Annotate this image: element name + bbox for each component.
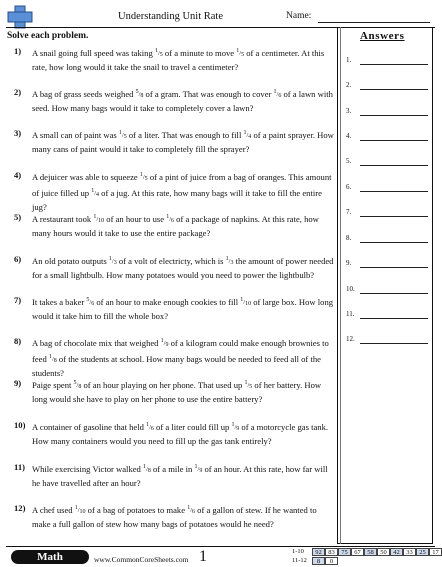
answer-number: 9.	[346, 259, 352, 267]
fraction: $^1/_4$	[91, 188, 99, 199]
answer-line[interactable]	[360, 115, 428, 116]
fraction: $^1/_5$	[154, 48, 163, 58]
answer-slot[interactable]	[346, 259, 430, 271]
fraction: $^1/_6$	[166, 214, 175, 224]
answer-number: 11.	[346, 310, 355, 318]
problem-number: 4)	[14, 170, 22, 180]
answer-number: 6.	[346, 183, 352, 191]
score-range-label: 1-10	[292, 548, 304, 555]
answer-slot[interactable]	[346, 310, 430, 322]
problem-number: 10)	[14, 420, 26, 430]
page-number: 1	[199, 548, 207, 565]
answer-line[interactable]	[360, 64, 428, 65]
answer-number: 5.	[346, 157, 352, 165]
answer-number: 2.	[346, 81, 352, 89]
answer-line[interactable]	[360, 165, 428, 166]
problem-text: While exercising Victor walked $^1/_8$ of a mile in $^1/_9$ of an hour. At this rate, how far will he have travelled after an hour?	[32, 464, 328, 489]
answer-number: 12.	[346, 335, 355, 343]
score-cell: 75	[338, 548, 351, 556]
answer-number: 8.	[346, 234, 352, 242]
answer-slot[interactable]	[346, 285, 430, 297]
score-cell: 8	[312, 557, 325, 565]
fraction: $^1/_4$	[243, 130, 252, 140]
fraction: $^1/_3$	[108, 256, 117, 266]
problem-number: 6)	[14, 254, 22, 264]
answer-number: 10.	[346, 285, 355, 293]
fraction: $^1/_6$	[187, 505, 196, 515]
fraction: $^1/_5$	[244, 380, 253, 390]
fraction: $^1/_{10}$	[93, 214, 105, 224]
score-cell: 58	[364, 548, 377, 556]
answer-slot[interactable]	[346, 335, 430, 347]
answer-number: 3.	[346, 107, 352, 115]
score-cell: 25	[416, 548, 429, 556]
answers-title: Answers	[360, 30, 405, 42]
answer-slot[interactable]	[346, 234, 430, 246]
answer-slot[interactable]	[346, 56, 430, 68]
score-cell: 0	[325, 557, 338, 565]
problem-text: A restaurant took $^1/_{10}$ of an hour to use $^1/_6$ of a package of napkins. At this rate, how many hours would it take to use the entire package?	[32, 214, 319, 239]
answer-slot[interactable]	[346, 107, 430, 119]
score-range-label: 11-12	[292, 557, 307, 564]
problem-number: 11)	[14, 462, 25, 472]
problem-text: It takes a baker $^5/_6$ of an hour to make enough cookies to fill $^1/_{10}$ of large box. How long would it take him to fill the whole box?	[32, 297, 334, 322]
score-cell: 67	[351, 548, 364, 556]
worksheet-title: Understanding Unit Rate	[118, 11, 223, 22]
answer-line[interactable]	[360, 343, 428, 344]
problem-number: 3)	[14, 128, 22, 138]
fraction: $^1/_6$	[146, 422, 154, 432]
answer-panel-divider	[340, 27, 342, 544]
score-cell: 17	[429, 548, 442, 556]
answer-line[interactable]	[360, 293, 428, 294]
answer-line[interactable]	[360, 89, 428, 90]
answer-line[interactable]	[360, 318, 428, 319]
answer-number: 4.	[346, 132, 352, 140]
problem-number: 5)	[14, 212, 22, 222]
problem-text: Paige spent $^5/_8$ of an hour playing on her phone. That used up $^1/_5$ of her battery. How long would she have to play on her phone to use the entire battery?	[32, 380, 322, 405]
problem-text: A bag of chocolate mix that weighed $^1/_9$ of a kilogram could make enough brownies to feed $^1/_8$ of the students at school. How many bags would be needed to feed all of the students?	[32, 338, 329, 379]
fraction: $^5/_8$	[135, 89, 144, 99]
answer-number: 1.	[346, 56, 352, 64]
problem-text: An old potato outputs $^1/_3$ of a volt of electricty, which is $^1/_3$ the amount of power needed for a small lightbulb. How many potatoes would you need to power the lightbulb?	[32, 256, 334, 281]
answer-slot[interactable]	[346, 208, 430, 220]
fraction: $^1/_8$	[143, 464, 151, 474]
answer-line[interactable]	[360, 242, 428, 243]
problem-number: 1)	[14, 46, 22, 56]
fraction: $^1/_9$	[194, 464, 203, 474]
fraction: $^1/_3$	[225, 256, 234, 266]
answer-slot[interactable]	[346, 81, 430, 93]
answer-slot[interactable]	[346, 132, 430, 144]
problem-text: A container of gasoline that held $^1/_6$ of a liter could fill up $^1/_9$ of a motorcycle gas tank. How many containers would you need to fill up the gas tank entirely?	[32, 422, 329, 447]
score-cell: 92	[312, 548, 325, 556]
answer-line[interactable]	[360, 216, 428, 217]
instructions: Solve each problem.	[7, 31, 89, 41]
answer-line[interactable]	[360, 267, 428, 268]
problem-number: 7)	[14, 295, 22, 305]
fraction: $^1/_6$	[273, 89, 282, 99]
fraction: $^1/_5$	[139, 172, 148, 182]
fraction: $^1/_{10}$	[240, 297, 252, 307]
fraction: $^5/_6$	[86, 297, 95, 307]
problem-number: 8)	[14, 336, 22, 346]
site-url: www.CommonCoreSheets.com	[94, 555, 189, 564]
problem-text: A bag of grass seeds weighed $^5/_8$ of a gram. That was enough to cover $^1/_6$ of a lawn with seed. How many bags would it take to completely cover a lawn?	[32, 89, 333, 114]
problem-text: A chef used $^1/_{10}$ of a bag of potatoes to make $^1/_6$ of a gallon of stew. If he wanted to make a full gallon of stew how many bags of potatoes would he need?	[32, 505, 317, 530]
score-cell: 42	[390, 548, 403, 556]
fraction: $^1/_9$	[231, 422, 240, 432]
fraction: $^1/_8$	[48, 354, 57, 365]
problem-text: A snail going full speed was taking $^1/_5$ of a minute to move $^1/_5$ of a centimeter. At this rate, how long would it take the snail to travel a centimeter?	[32, 48, 325, 73]
footer-divider	[6, 546, 435, 547]
problem-number: 9)	[14, 378, 22, 388]
answer-slot[interactable]	[346, 183, 430, 195]
problem-text: A small can of paint was $^1/_5$ of a liter. That was enough to fill $^1/_4$ of a paint sprayer. How many cans of paint would it take to completely fill the sprayer?	[32, 130, 334, 155]
problem-text: A dejuicer was able to squeeze $^1/_5$ of a pint of juice from a bag of oranges. This amount of juice filled up $^1/_4$ of a jug. At this rate, how many bags will it take to fill the entire jug?	[32, 172, 332, 213]
name-label: Name:	[286, 11, 312, 21]
score-cell: 33	[403, 548, 416, 556]
answer-line[interactable]	[360, 140, 428, 141]
fraction: $^1/_{10}$	[74, 505, 86, 515]
fraction: $^1/_5$	[236, 48, 245, 58]
problem-number: 2)	[14, 87, 22, 97]
name-line	[318, 22, 430, 23]
answer-line[interactable]	[360, 191, 428, 192]
fraction: $^1/_9$	[160, 338, 169, 348]
subject-badge: Math	[11, 550, 89, 564]
fraction: $^5/_8$	[73, 380, 82, 390]
problem-number: 12)	[14, 503, 26, 513]
score-cell: 83	[325, 548, 338, 556]
answer-slot[interactable]	[346, 157, 430, 169]
fraction: $^1/_5$	[118, 130, 127, 140]
score-cell: 50	[377, 548, 390, 556]
answer-number: 7.	[346, 208, 352, 216]
